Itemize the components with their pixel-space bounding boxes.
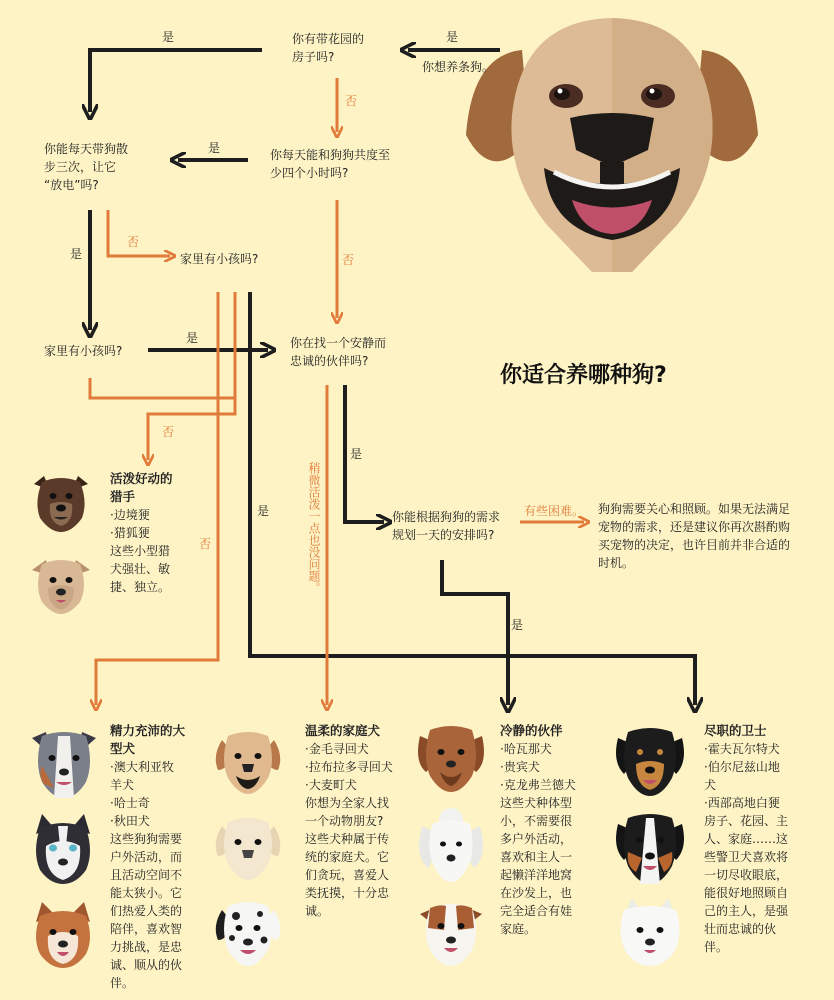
- label-yes-garden: 是: [162, 30, 175, 44]
- label-yes-quiet: 是: [350, 447, 363, 461]
- dalmatian-icon: [212, 896, 284, 968]
- golden-retriever-icon: [212, 726, 284, 796]
- poodle-icon: [416, 806, 486, 884]
- label-yes-plan: 是: [511, 618, 524, 632]
- labrador-head-icon: [462, 0, 762, 290]
- question-kids-top: 家里有小孩吗?: [180, 252, 259, 266]
- question-kids-left: 家里有小孩吗?: [44, 344, 123, 358]
- result-energetic: 精力充沛的大 型犬 ·澳大利亚牧 羊犬 ·哈士奇 ·秋田犬 这些狗狗需要 户外活动，而 且活动空间不 能太狭小。它 们热爱人类的 陪伴，喜欢智 力挑战，是忠 诚、顺从的伙 伴。: [110, 723, 186, 990]
- warning-text: 狗狗需要关心和照顾。如果无法满足 宠物的需求，还是建议你再次斟酌购 买宠物的决定，也许目前并非合适的 时机。: [598, 502, 791, 570]
- label-no-walk: 否: [127, 235, 140, 249]
- australian-shepherd-icon: [28, 726, 100, 800]
- arrow-kids-left-no: [90, 378, 235, 398]
- arrow-plan-yes: [442, 560, 508, 705]
- result-guard: 尽职的卫士 ·霍夫瓦尔特犬 ·伯尔尼兹山地 犬 ·西部高地白㹴 房子、花园、主 人、家庭……这 些警卫犬喜欢将 一切尽收眼底， 能很好地照顾自 己的主人，是强 壮而忠诚的伙 伴。: [704, 723, 789, 954]
- label-no-kids-top: 否: [199, 537, 212, 551]
- label-yes-time: 是: [208, 141, 221, 155]
- label-no-garden: 否: [345, 94, 358, 108]
- west-highland-terrier-icon: [612, 896, 688, 968]
- result-hunter: 活泼好动的 猎手 ·边境㹴 ·猎狐㹴 这些小型猎 犬强壮、敏 捷、独立。: [110, 471, 173, 594]
- result-calm: 冷静的伙伴 ·哈瓦那犬 ·贵宾犬 ·克龙弗兰德犬 这些犬种体型 小，不需要很 多户外活动， 喜欢和主人一 起懒洋洋地窝 在沙发上，也 完全适合有娃 家庭。: [500, 723, 576, 936]
- question-quiet: 你在找一个安静而 忠诚的伙伴吗?: [290, 336, 387, 368]
- havanese-icon: [416, 722, 486, 794]
- label-yes-kids-left: 是: [186, 331, 199, 345]
- hovawart-icon: [612, 722, 688, 798]
- question-time: 你每天能和狗狗共度至 少四个小时吗?: [270, 148, 391, 180]
- labrador-retriever-icon: [212, 812, 284, 882]
- result-family: 温柔的家庭犬 ·金毛寻回犬 ·拉布拉多寻回犬 ·大麦町犬 你想为全家人找 一个动物朋友? 这些犬种属于传 统的家庭犬。它 们贪玩，喜爱人 类抚摸，十分忠 诚。: [305, 723, 393, 918]
- question-garden: 你有带花园的 房子吗?: [292, 32, 365, 64]
- note-slightly-active: 稍微活泼一点也没问题。: [307, 462, 321, 594]
- question-walk: 你能每天带狗散 步三次，让它 “放电”吗?: [44, 142, 129, 192]
- label-yes-start: 是: [446, 30, 459, 44]
- border-terrier-icon: [28, 470, 94, 536]
- label-no-time: 否: [342, 253, 355, 267]
- label-yes-kids-top: 是: [257, 504, 270, 518]
- kromfohrlander-icon: [416, 898, 486, 968]
- bernese-mountain-dog-icon: [612, 808, 688, 886]
- note-difficult: 有些困难。: [524, 504, 585, 518]
- fox-terrier-icon: [28, 552, 94, 618]
- page-title: 你适合养哪种狗?: [500, 363, 667, 388]
- label-no-kids-left: 否: [162, 425, 175, 439]
- arrow-garden-yes: [90, 50, 262, 112]
- question-plan: 你能根据狗狗的需求 规划一天的安排吗?: [392, 510, 501, 542]
- label-yes-walk: 是: [70, 247, 83, 261]
- question-start: 你想养条狗。: [422, 60, 495, 74]
- akita-icon: [28, 900, 98, 970]
- husky-icon: [28, 812, 98, 886]
